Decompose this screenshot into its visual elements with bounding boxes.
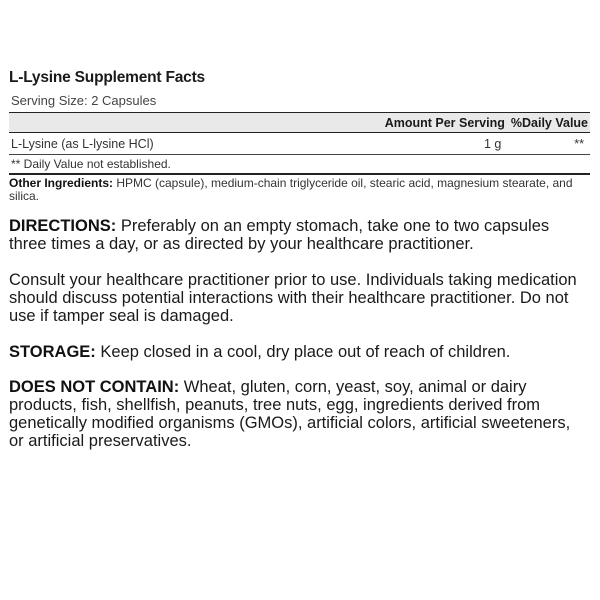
ingredient-amount: 1 g xyxy=(484,137,502,151)
facts-table-row xyxy=(9,133,590,155)
ingredient-name: L-Lysine (as L-lysine HCl) xyxy=(11,137,154,151)
storage-label: STORAGE: xyxy=(9,343,96,361)
consult-section xyxy=(9,271,590,325)
facts-title: L-Lysine Supplement Facts xyxy=(9,69,205,86)
serving-size: Serving Size: 2 Capsules xyxy=(9,93,590,113)
consult-text: Consult your healthcare practitioner prior to use. Individuals taking medication should discuss potential interactions with their healthcare practitioner. Do not use if tamper seal is damaged. xyxy=(9,271,577,325)
amount-per-serving-header: Amount Per Serving xyxy=(384,116,505,130)
daily-value-footnote: ** Daily Value not established. xyxy=(9,155,590,175)
ingredient-daily-value: ** xyxy=(574,137,584,151)
storage-section xyxy=(9,343,590,361)
storage-text: Keep closed in a cool, dry place out of reach of children. xyxy=(95,343,511,361)
facts-table-header xyxy=(9,113,590,133)
directions-label: DIRECTIONS: xyxy=(9,217,117,235)
directions-text: Preferably on an empty stomach, take one to two capsules three times a day, or as directed by your healthcare practitioner. xyxy=(9,217,550,253)
other-ingredients xyxy=(9,175,590,203)
daily-value-header: %Daily Value xyxy=(510,116,588,130)
does-not-contain-label: DOES NOT CONTAIN: xyxy=(9,378,180,396)
does-not-contain-section xyxy=(9,378,590,450)
directions-section xyxy=(9,217,590,253)
other-ingredients-text: HPMC (capsule), medium-chain triglyceride oil, stearic acid, magnesium stearate, and silica. xyxy=(9,176,573,203)
does-not-contain-text: Wheat, gluten, corn, yeast, soy, animal or dairy products, fish, shellfish, peanuts, tree nuts, egg, ingredients derived from genetically modified organisms (GMOs), artificial colors, artificial sweeteners, or artificial preservatives. xyxy=(9,378,571,450)
supplement-label xyxy=(9,69,590,450)
other-ingredients-label: Other Ingredients: xyxy=(9,176,114,190)
